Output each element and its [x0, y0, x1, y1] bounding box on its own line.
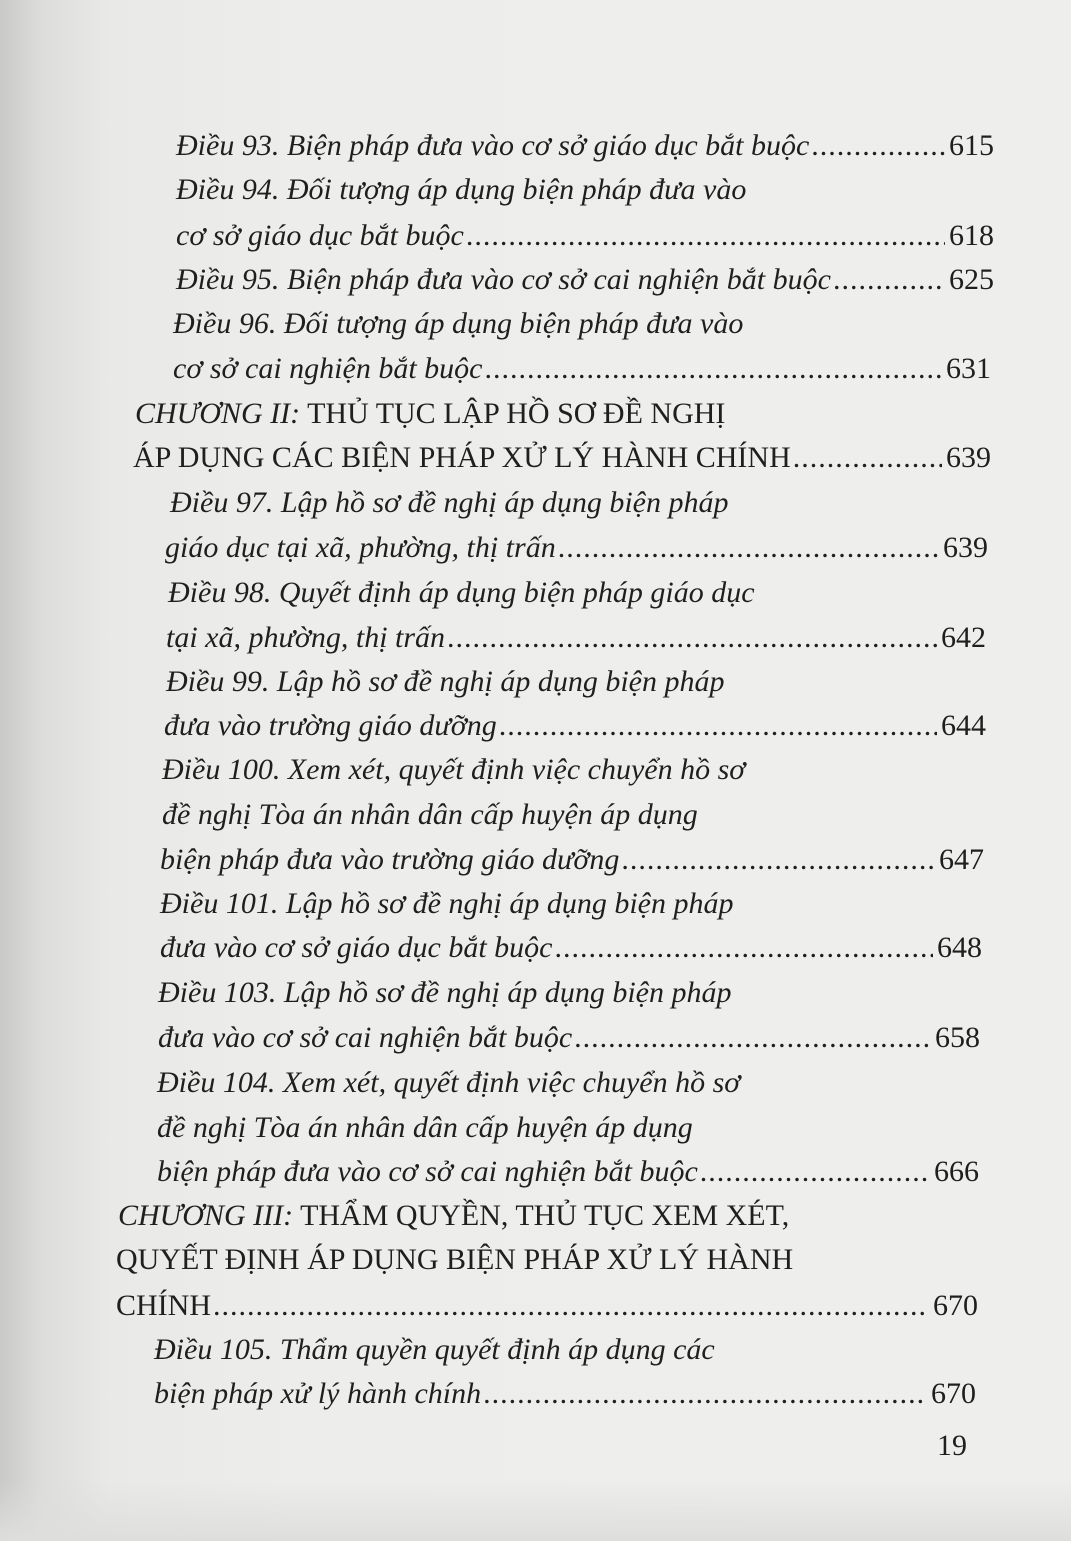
- toc-page-number: 642: [941, 621, 986, 654]
- toc-entry-dieu-104: [157, 1154, 979, 1190]
- toc-chapter-2: [133, 440, 991, 476]
- dot-leader: [447, 620, 937, 656]
- toc-entry-dieu-103: [158, 1020, 980, 1056]
- chapter-prefix: CHƯƠNG II:: [135, 397, 301, 430]
- toc-page-number: 625: [949, 263, 994, 296]
- chapter-title: CHÍNH: [116, 1289, 211, 1322]
- toc-page-number: 647: [939, 843, 984, 876]
- toc-chapter-3-line1: [118, 1198, 789, 1234]
- toc-chapter-3: [116, 1288, 978, 1324]
- page-number: 19: [937, 1429, 967, 1462]
- chapter-prefix: CHƯƠNG III:: [118, 1199, 294, 1232]
- dot-leader: [466, 218, 945, 254]
- toc-chapter-2-line1: [135, 396, 725, 432]
- toc-page-number: 631: [946, 352, 991, 385]
- toc-page-number: 666: [934, 1155, 979, 1188]
- toc-entry-title: biện pháp đưa vào cơ sở cai nghiện bắt buộc: [157, 1155, 698, 1188]
- dot-leader: [483, 1376, 927, 1412]
- dot-leader: [793, 440, 942, 476]
- toc-chapter-3-line2: QUYẾT ĐỊNH ÁP DỤNG BIỆN PHÁP XỬ LÝ HÀNH: [116, 1243, 794, 1276]
- toc-entry-title: đưa vào cơ sở giáo dục bắt buộc: [160, 931, 553, 964]
- dot-leader: [833, 262, 945, 298]
- dot-leader: [558, 530, 939, 566]
- toc-entry-title: Điều 95. Biện pháp đưa vào cơ sở cai nghiện bắt buộc: [176, 263, 831, 296]
- dot-leader: [621, 842, 935, 878]
- toc-entry-dieu-99-line1: Điều 99. Lập hồ sơ đề nghị áp dụng biện pháp: [166, 665, 725, 698]
- toc-page-number: 658: [935, 1021, 980, 1054]
- toc-entry-dieu-99: [164, 708, 986, 744]
- toc-entry-dieu-100: [160, 842, 984, 878]
- chapter-title: ÁP DỤNG CÁC BIỆN PHÁP XỬ LÝ HÀNH CHÍNH: [133, 441, 791, 474]
- toc-entry-dieu-105-line1: Điều 105. Thẩm quyền quyết định áp dụng các: [154, 1333, 715, 1366]
- dot-leader: [484, 351, 942, 387]
- toc-entry-dieu-101-line1: Điều 101. Lập hồ sơ đề nghị áp dụng biện pháp: [160, 887, 734, 920]
- chapter-title: THỦ TỤC LẬP HỒ SƠ ĐỀ NGHỊ: [307, 397, 726, 430]
- toc-entry-dieu-93: [176, 128, 994, 164]
- toc-entry-dieu-101: [160, 930, 982, 966]
- toc-page-number: 615: [949, 129, 994, 162]
- page-shadow: [0, 1480, 1071, 1541]
- toc-entry-dieu-103-line1: Điều 103. Lập hồ sơ đề nghị áp dụng biện pháp: [158, 976, 732, 1009]
- chapter-title: THẨM QUYỀN, THỦ TỤC XEM XÉT,: [300, 1199, 790, 1232]
- toc-entry-title: giáo dục tại xã, phường, thị trấn: [165, 531, 556, 564]
- dot-leader: [213, 1288, 929, 1324]
- toc-entry-dieu-95: [176, 262, 994, 298]
- toc-page-number: 639: [946, 441, 991, 474]
- toc-entry-dieu-100-line2: đề nghị Tòa án nhân dân cấp huyện áp dụng: [162, 798, 698, 831]
- toc-entry-dieu-96: [173, 351, 991, 387]
- toc-entry-dieu-94: [176, 218, 994, 254]
- toc-entry-title: đưa vào cơ sở cai nghiện bắt buộc: [158, 1021, 573, 1054]
- toc-entry-dieu-105: [154, 1376, 976, 1412]
- toc-entry-dieu-104-line2: đề nghị Tòa án nhân dân cấp huyện áp dụng: [157, 1111, 693, 1144]
- toc-page-number: 648: [937, 931, 982, 964]
- toc-entry-dieu-96-line1: Điều 96. Đối tượng áp dụng biện pháp đưa vào: [173, 307, 744, 340]
- toc-page-number: 644: [941, 709, 986, 742]
- toc-entry-title: Điều 93. Biện pháp đưa vào cơ sở giáo dục bắt buộc: [176, 129, 810, 162]
- toc-page-number: 670: [933, 1289, 978, 1322]
- toc-page-number: 639: [943, 531, 988, 564]
- toc-entry-title: đưa vào trường giáo dưỡng: [164, 709, 497, 742]
- dot-leader: [811, 128, 945, 164]
- toc-entry-dieu-104-line1: Điều 104. Xem xét, quyết định việc chuyển hồ sơ: [157, 1066, 741, 1099]
- toc-entry-dieu-100-line1: Điều 100. Xem xét, quyết định việc chuyển hồ sơ: [162, 753, 746, 786]
- toc-entry-title: cơ sở cai nghiện bắt buộc: [173, 352, 483, 385]
- toc-page-number: 618: [949, 219, 994, 252]
- toc-entry-dieu-97-line1: Điều 97. Lập hồ sơ đề nghị áp dụng biện pháp: [170, 486, 729, 519]
- toc-entry-dieu-98: [166, 620, 986, 656]
- toc-page-number: 670: [931, 1377, 976, 1410]
- toc-entry-title: tại xã, phường, thị trấn: [166, 621, 446, 654]
- dot-leader: [700, 1154, 930, 1190]
- toc-entry-dieu-97: [165, 530, 988, 566]
- dot-leader: [574, 1020, 931, 1056]
- toc-entry-title: biện pháp đưa vào trường giáo dưỡng: [160, 843, 620, 876]
- toc-entry-title: cơ sở giáo dục bắt buộc: [176, 219, 464, 252]
- toc-entry-title: biện pháp xử lý hành chính: [154, 1377, 482, 1410]
- dot-leader: [499, 708, 937, 744]
- toc-entry-dieu-98-line1: Điều 98. Quyết định áp dụng biện pháp giáo dục: [168, 576, 755, 609]
- toc-entry-dieu-94-line1: Điều 94. Đối tượng áp dụng biện pháp đưa vào: [176, 173, 747, 206]
- dot-leader: [555, 930, 934, 966]
